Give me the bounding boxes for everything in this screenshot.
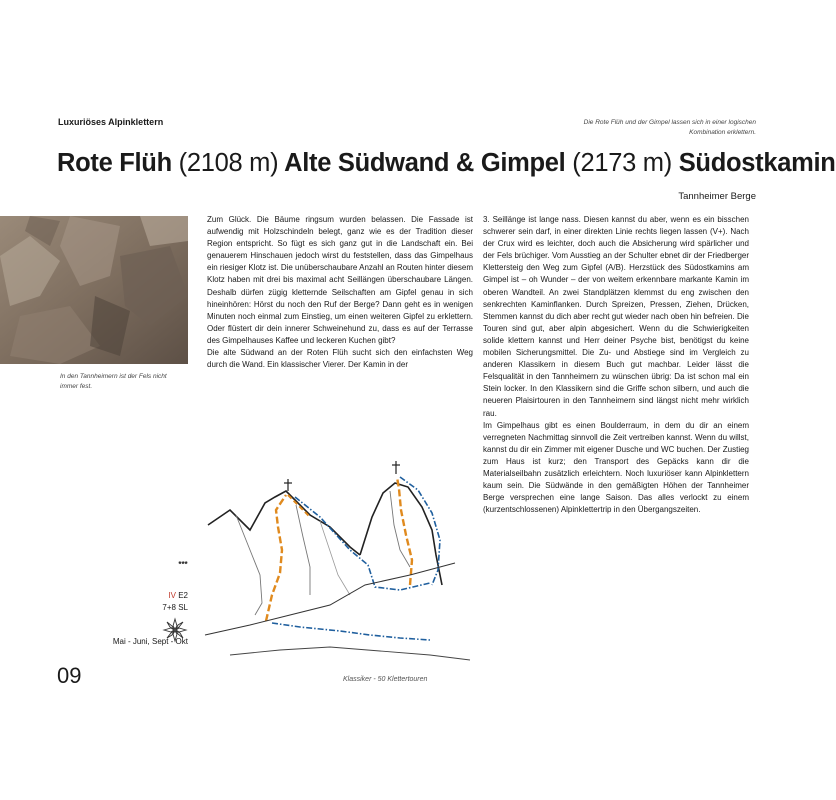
title-peak-1: Rote Flüh bbox=[57, 149, 172, 177]
difficulty-grade bbox=[130, 591, 188, 600]
season-label: Mai - Juni, Sept - Okt bbox=[112, 637, 188, 646]
grade-main: IV bbox=[168, 591, 176, 600]
title-route-1: Alte Südwand & Gimpel bbox=[284, 149, 566, 177]
side-note: Die Rote Flüh und der Gimpel lassen sich in einer logischen Kombination erklettern. bbox=[583, 119, 756, 136]
route-topo-diagram bbox=[200, 455, 475, 673]
region-label: Tannheimer Berge bbox=[678, 191, 756, 202]
title-altitude-1: (2108 m) bbox=[178, 149, 279, 177]
title-route-2: Südostkamin bbox=[678, 149, 836, 177]
rating-stars: *** bbox=[178, 560, 188, 569]
photo-caption: In den Tannheimern ist der Fels nicht immer fest. bbox=[60, 373, 167, 390]
page-number: 09 bbox=[57, 663, 82, 688]
page-title bbox=[57, 149, 836, 178]
footer-book-title: Klassiker - 50 Klettertouren bbox=[343, 676, 428, 683]
summit-cross-icon bbox=[284, 479, 292, 491]
rock-photo bbox=[0, 216, 188, 364]
title-altitude-2: (2173 m) bbox=[572, 149, 672, 177]
body-column-1: Zum Glück. Die Bäume ringsum wurden belassen. Die Fassade ist aufwendig mit Holzschindeln belegt, ganz wie es der Tradition dieser Region entspricht. So fügt es sich ganz gut in die Landschaft ein. Bei genauerem Hinschauen jedoch wirst du feststellen, dass das Gimpelhaus ein riesiger Klotz ist. Die unüberschaubare Anzahl an Routen hinter diesem Klotz haben mit drei bis maximal acht Seillängen überschaubare Längen. Deshalb dürfen zügig kletternde Seilschaften am Gipfel genau in sich hineinhören: Hörst du noch den Ruf der Berge? Dann geht es in wenigen Minuten noch einmal zum Einstieg, um einen weiteren Gipfel zu erklettern. Oder flüstert dir dein innerer Schweinehund zu, dass es auf der Terrasse des Gimpelhauses Kaffee und leckeren Kuchen gibt? Die alte Südwand an der Roten Flüh sucht sich den einfachsten Weg durch die Wand. Ein klassischer Vierer. Der Kamin in der bbox=[207, 215, 473, 370]
section-heading: Luxuriöses Alpinklettern bbox=[58, 117, 164, 127]
summit-cross-icon bbox=[392, 461, 400, 474]
grade-extra: E2 bbox=[178, 591, 188, 600]
pitch-count: 7+8 SL bbox=[162, 603, 188, 612]
body-column-2: 3. Seillänge ist lange nass. Diesen kannst du aber, wenn es ein bisschen schwerer sein darf, in einer direkten Linie rechts liegen lassen (V+). Nach der Crux wird es leichter, doch auch die Absicherung wird spärlicher und der Fels brüchiger. Vom Ausstieg an der Schulter ebnet dir der Friedberger Klettersteig den Weg zum Gipfel (A/B). Herzstück des Südostkamins am Gimpel ist – oh Wunder – der von weitem erkennbare markante Kamin im oberen Wandteil. An zwei Standplätzen klemmst du eng zwischen den senkrechten Kaminflanken. Durch Spreizen, Pressen, Ziehen, Drücken, Stemmen kannst du dich aber recht gut wieder nach oben hin befreien. Die Touren sind gut, aber alpin abgesichert. Wenn du die Schwierigkeiten solide klettern kannst und Herr deiner Psyche bist, benötigst du keine mobilen Sicherungsmittel. Die Zu- und Abstiege sind im Vergleich zu anderen Klassikern in diesem Buch gut machbar. Leider lässt die Felsqualität in den Tannheimern zu wünschen übrig: Da ist schon mal ein Stein locker. In den Klassikern sind die Griffe schon silbern, und auch die neueren Plaisirtouren in den Tannheimern sind längst nicht mehr wirklich rau. Im Gimpelhaus gibt es einen Boulderraum, in dem du dir an einem verregneten Nachmittag sinnvoll die Zeit vertreiben kannst. Wenn du willst, kannst du dir ein Zimmer mit eigener Dusche und WC buchen. Der Zustieg zum Haus ist kurz; den Transport des Gepäcks kann dir die Materialseilbahn zusätzlich erleichtern. Noch luxuriöser kann Alpinklettern kaum sein. Die Südwände in den gemäßigten Höhen der Tannheimer Berge versprechen eine lange Saison. Das alles verlockt zu einem (kurzentschlossenen) Alpinklettertrip in den Übergangszeiten. bbox=[483, 215, 749, 515]
